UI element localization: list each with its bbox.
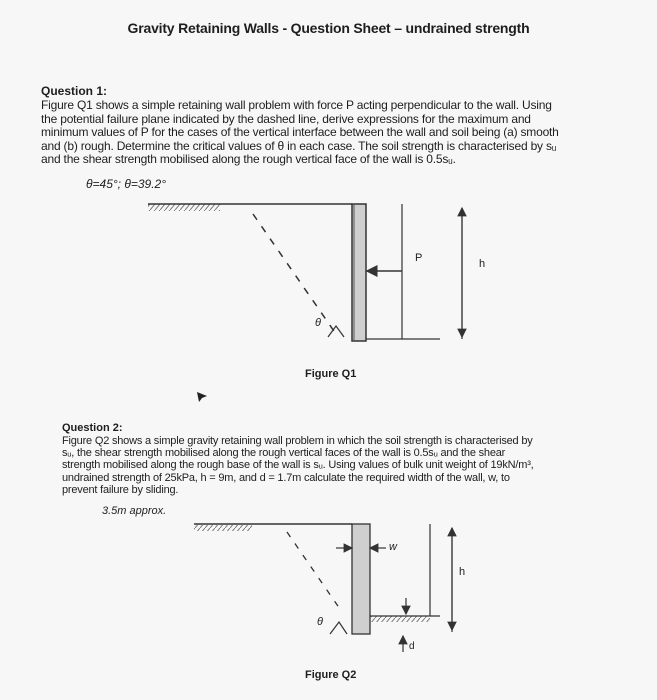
figure-q1-caption: Figure Q1 <box>305 368 357 380</box>
figure-q2-d-label: d <box>409 641 415 652</box>
question1-line: Figure Q1 shows a simple retaining wall problem with force P acting perpendicular to the wall. Using <box>41 98 552 112</box>
question2-line: Figure Q2 shows a simple gravity retaining wall problem in which the soil strength is characterised by <box>62 435 533 447</box>
question1-line: minimum values of P for the cases of the vertical interface between the wall and soil being (a) smooth <box>41 125 559 140</box>
figure-q1-theta-label: θ <box>315 317 321 329</box>
figure-q2-theta-label: θ <box>317 616 323 628</box>
question2-line: undrained strength of 25kPa, h = 9m, and d = 1.7m calculate the required width of the wall, w, to <box>62 471 510 484</box>
question2-answer: 3.5m approx. <box>102 505 167 517</box>
figure-q1-p-label: P <box>415 252 423 264</box>
theta-angle-mark <box>330 622 347 634</box>
question2-line: sᵤ, the shear strength mobilised along the rough vertical faces of the wall is 0.5sᵤ and the shear <box>62 447 506 460</box>
question1-line: the potential failure plane indicated by the dashed line, derive expressions for the maximum and <box>41 111 531 126</box>
gravity-wall <box>352 524 370 634</box>
figure-q2-caption: Figure Q2 <box>305 669 357 681</box>
question1-line: and the shear strength mobilised along the rough vertical face of the wall is 0.5sᵤ. <box>41 152 456 167</box>
failure-plane-line <box>287 532 342 612</box>
figure-q2-w-label: w <box>389 541 397 553</box>
page-title: Gravity Retaining Walls - Question Sheet – undrained strength <box>127 20 530 36</box>
figure-q2-h-label: h <box>459 566 466 578</box>
question2-line: prevent failure by sliding. <box>62 483 179 496</box>
question1-heading: Question 1: <box>41 84 108 98</box>
question1-line: and (b) rough. Determine the critical values of θ in each case. The soil strength is characterised by sᵤ <box>41 138 557 153</box>
ground-hatch <box>194 525 252 531</box>
question2-heading: Question 2: <box>62 422 123 434</box>
figure-q1-h-label: h <box>479 258 486 270</box>
excavation-hatch <box>370 616 430 622</box>
question2-line: strength mobilised along the rough base of the wall is sᵤ. Using values of bulk unit weight of 19kN/m³, <box>62 459 534 472</box>
question1-answer: θ=45°; θ=39.2° <box>86 177 167 191</box>
